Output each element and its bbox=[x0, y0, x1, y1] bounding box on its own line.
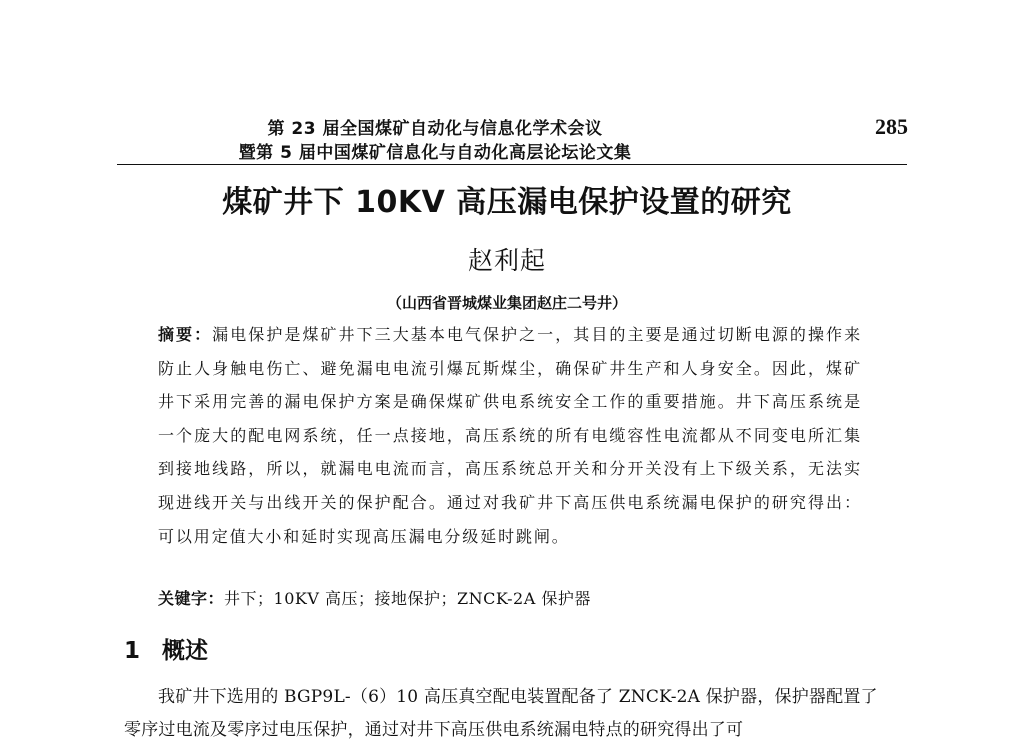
keywords-text: 井下；10KV 高压；接地保护；ZNCK-2A 保护器 bbox=[224, 589, 591, 608]
conference-title-line-2: 暨第 5 届中国煤矿信息化与自动化高层论坛论文集 bbox=[238, 143, 632, 163]
section-title: 概述 bbox=[162, 638, 209, 664]
abstract-text: 漏电保护是煤矿井下三大基本电气保护之一，其目的主要是通过切断电源的操作来防止人身触电伤亡、避免漏电电流引爆瓦斯煤尘，确保矿井生产和人身安全。因此，煤矿井下采用完善的漏电保护方案是确保煤矿供电系统安全工作的重要措施。井下高压系统是一个庞大的配电网系统，任一点接地，高压系统的所有电缆容性电流都从不同变电所汇集到接地线路，所以，就漏电电流而言，高压系统总开关和分开关没有上下级关系，无法实现进线开关与出线开关的保护配合。通过对我矿井下高压供电系统漏电保护的研究得出：可以用定值大小和延时实现高压漏电分级延时跳闸。 bbox=[158, 325, 862, 546]
page-number: 285 bbox=[875, 114, 908, 139]
keywords-label: 关键字： bbox=[158, 589, 225, 608]
abstract bbox=[158, 318, 862, 553]
author-name: 赵利起 bbox=[467, 246, 546, 275]
running-header bbox=[120, 108, 908, 164]
abstract-label: 摘要： bbox=[158, 325, 213, 344]
section-number: 1 bbox=[124, 638, 141, 664]
keywords bbox=[158, 586, 878, 609]
header-rule bbox=[117, 164, 907, 165]
author-affiliation: （山西省晋城煤业集团赵庄二号井） bbox=[386, 294, 627, 312]
conference-title-line-1: 第 23 届全国煤矿自动化与信息化学术会议 bbox=[267, 119, 603, 139]
section-1-paragraph: 我矿井下选用的 BGP9L-（6）10 高压真空配电装置配备了 ZNCK-2A 保护器，保护器配置了零序过电流及零序过电压保护，通过对井下高压供电系统漏电特点的研究得出了可 bbox=[124, 687, 878, 740]
section-heading-1 bbox=[124, 632, 208, 665]
paper-title: 煤矿井下 10KV 高压漏电保护设置的研究 bbox=[222, 185, 792, 220]
